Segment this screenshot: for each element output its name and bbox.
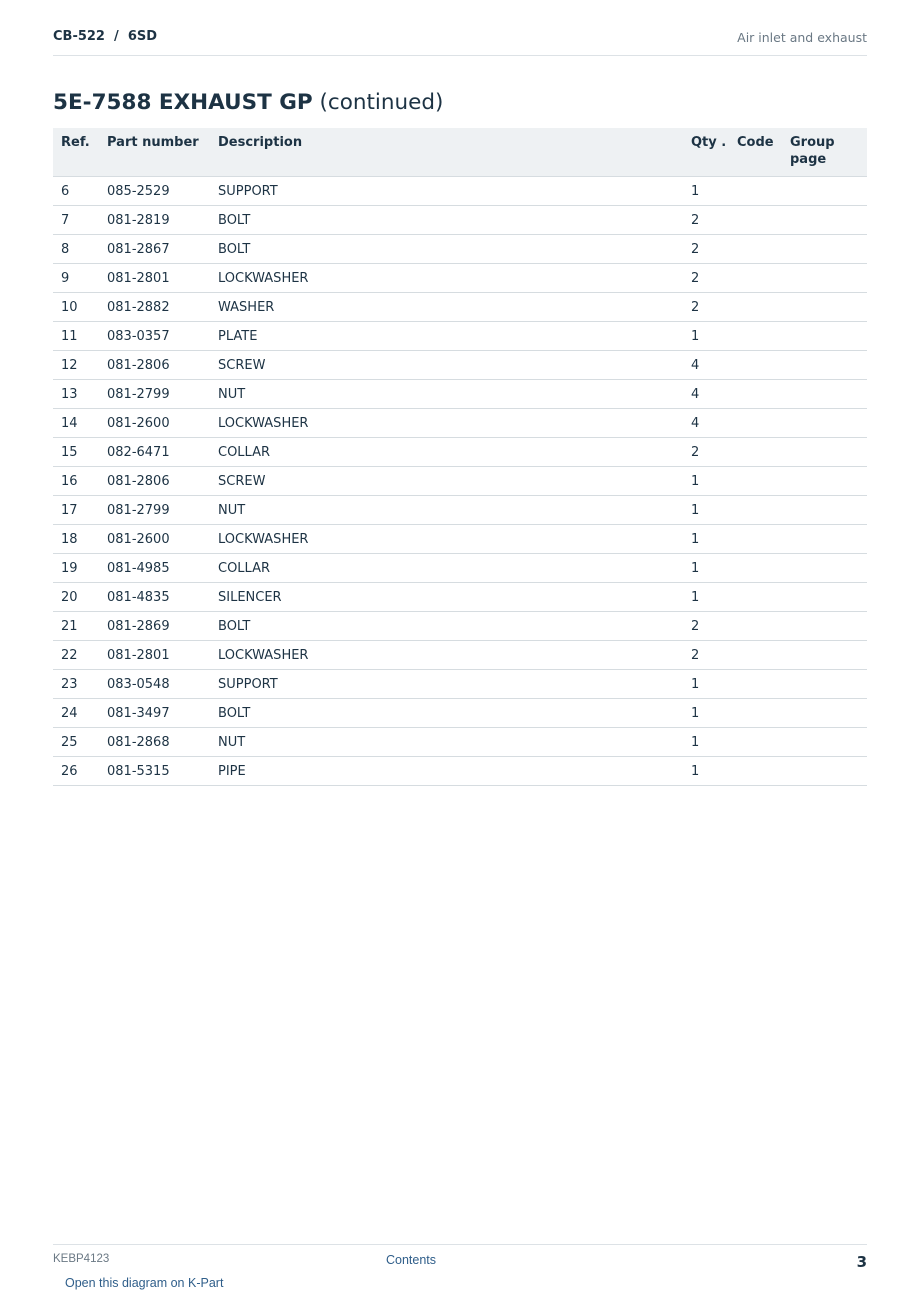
ref-cell: 26 xyxy=(53,757,99,786)
ref-cell: 21 xyxy=(53,612,99,641)
part-number-cell: 081-2819 xyxy=(99,206,210,235)
part-number-cell: 083-0548 xyxy=(99,670,210,699)
description-cell: PIPE xyxy=(210,757,683,786)
group-page-cell xyxy=(782,206,867,235)
description-cell: BOLT xyxy=(210,206,683,235)
qty-cell: 1 xyxy=(683,322,729,351)
group-page-cell xyxy=(782,612,867,641)
part-number-cell: 081-2600 xyxy=(99,409,210,438)
ref-cell: 6 xyxy=(53,177,99,206)
code-cell xyxy=(729,409,782,438)
document-id: KEBP4123 xyxy=(53,1253,110,1265)
group-page-cell xyxy=(782,525,867,554)
column-header-ref: Ref. xyxy=(53,128,99,177)
part-number-cell: 081-5315 xyxy=(99,757,210,786)
table-row xyxy=(53,670,867,699)
part-number-cell: 081-2806 xyxy=(99,467,210,496)
description-cell: BOLT xyxy=(210,235,683,264)
group-title: 5E-7588 EXHAUST GP xyxy=(53,90,313,115)
code-cell xyxy=(729,699,782,728)
table-row xyxy=(53,641,867,670)
code-cell xyxy=(729,177,782,206)
qty-cell: 2 xyxy=(683,612,729,641)
ref-cell: 7 xyxy=(53,206,99,235)
page-number: 3 xyxy=(856,1253,867,1271)
ref-cell: 20 xyxy=(53,583,99,612)
table-row xyxy=(53,728,867,757)
table-row xyxy=(53,235,867,264)
contents-link[interactable]: Contents xyxy=(386,1253,437,1267)
column-header-description: Description xyxy=(210,128,683,177)
description-cell: SILENCER xyxy=(210,583,683,612)
part-number-cell: 081-2801 xyxy=(99,264,210,293)
qty-cell: 4 xyxy=(683,409,729,438)
table-row xyxy=(53,264,867,293)
qty-cell: 2 xyxy=(683,438,729,467)
model-label: CB-522 / 6SD xyxy=(53,29,158,44)
description-cell: NUT xyxy=(210,496,683,525)
table-row xyxy=(53,380,867,409)
description-cell: COLLAR xyxy=(210,554,683,583)
part-number-cell: 081-2868 xyxy=(99,728,210,757)
qty-cell: 4 xyxy=(683,380,729,409)
ref-cell: 23 xyxy=(53,670,99,699)
ref-cell: 14 xyxy=(53,409,99,438)
code-cell xyxy=(729,583,782,612)
qty-cell: 1 xyxy=(683,670,729,699)
group-page-cell xyxy=(782,670,867,699)
qty-cell: 2 xyxy=(683,235,729,264)
qty-cell: 1 xyxy=(683,728,729,757)
description-cell: SUPPORT xyxy=(210,177,683,206)
table-header-row xyxy=(53,128,867,177)
column-header-qty: Qty . xyxy=(683,128,729,177)
group-page-cell xyxy=(782,177,867,206)
ref-cell: 22 xyxy=(53,641,99,670)
part-number-cell: 081-4835 xyxy=(99,583,210,612)
code-cell xyxy=(729,670,782,699)
ref-cell: 13 xyxy=(53,380,99,409)
title-suffix: (continued) xyxy=(319,90,444,115)
group-page-cell xyxy=(782,438,867,467)
description-cell: WASHER xyxy=(210,293,683,322)
ref-cell: 24 xyxy=(53,699,99,728)
ref-cell: 9 xyxy=(53,264,99,293)
description-cell: PLATE xyxy=(210,322,683,351)
ref-cell: 12 xyxy=(53,351,99,380)
ref-cell: 19 xyxy=(53,554,99,583)
group-page-cell xyxy=(782,322,867,351)
code-cell xyxy=(729,525,782,554)
table-row xyxy=(53,409,867,438)
ref-cell: 8 xyxy=(53,235,99,264)
qty-cell: 1 xyxy=(683,757,729,786)
code-cell xyxy=(729,554,782,583)
code-cell xyxy=(729,235,782,264)
description-cell: NUT xyxy=(210,728,683,757)
table-row xyxy=(53,757,867,786)
table-row xyxy=(53,177,867,206)
description-cell: COLLAR xyxy=(210,438,683,467)
group-page-cell xyxy=(782,554,867,583)
part-number-cell: 081-2600 xyxy=(99,525,210,554)
code-cell xyxy=(729,264,782,293)
table-row xyxy=(53,467,867,496)
code-cell xyxy=(729,322,782,351)
table-row xyxy=(53,351,867,380)
table-row xyxy=(53,438,867,467)
ref-cell: 18 xyxy=(53,525,99,554)
qty-cell: 2 xyxy=(683,206,729,235)
description-cell: BOLT xyxy=(210,612,683,641)
group-page-cell xyxy=(782,757,867,786)
qty-cell: 1 xyxy=(683,467,729,496)
ref-cell: 15 xyxy=(53,438,99,467)
qty-cell: 1 xyxy=(683,583,729,612)
qty-cell: 2 xyxy=(683,264,729,293)
column-header-code: Code xyxy=(729,128,782,177)
column-header-part-number: Part number xyxy=(99,128,210,177)
page-title xyxy=(53,90,443,115)
part-number-cell: 081-2882 xyxy=(99,293,210,322)
code-cell xyxy=(729,757,782,786)
part-number-cell: 081-2799 xyxy=(99,380,210,409)
group-page-cell xyxy=(782,699,867,728)
table-row xyxy=(53,293,867,322)
group-page-cell xyxy=(782,467,867,496)
table-row xyxy=(53,583,867,612)
ref-cell: 17 xyxy=(53,496,99,525)
part-number-cell: 081-2799 xyxy=(99,496,210,525)
description-cell: LOCKWASHER xyxy=(210,264,683,293)
column-header-group-page: Group page xyxy=(782,128,867,177)
part-number-cell: 081-3497 xyxy=(99,699,210,728)
description-cell: SUPPORT xyxy=(210,670,683,699)
code-cell xyxy=(729,612,782,641)
table-row xyxy=(53,699,867,728)
qty-cell: 1 xyxy=(683,177,729,206)
table-row xyxy=(53,496,867,525)
table-row xyxy=(53,322,867,351)
part-number-cell: 085-2529 xyxy=(99,177,210,206)
table-row xyxy=(53,206,867,235)
description-cell: SCREW xyxy=(210,467,683,496)
code-cell xyxy=(729,293,782,322)
parts-table xyxy=(53,128,867,786)
table-row xyxy=(53,525,867,554)
qty-cell: 4 xyxy=(683,351,729,380)
ref-cell: 10 xyxy=(53,293,99,322)
page-footer xyxy=(53,1244,867,1271)
code-cell xyxy=(729,641,782,670)
group-page-cell xyxy=(782,293,867,322)
part-number-cell: 081-2806 xyxy=(99,351,210,380)
group-page-cell xyxy=(782,351,867,380)
group-page-cell xyxy=(782,583,867,612)
section-label: Air inlet and exhaust xyxy=(737,30,867,45)
description-cell: LOCKWASHER xyxy=(210,409,683,438)
page-header xyxy=(53,28,867,56)
ref-cell: 25 xyxy=(53,728,99,757)
kpart-link[interactable]: Open this diagram on K-Part xyxy=(65,1276,224,1290)
qty-cell: 1 xyxy=(683,554,729,583)
code-cell xyxy=(729,467,782,496)
part-number-cell: 082-6471 xyxy=(99,438,210,467)
table-row xyxy=(53,612,867,641)
part-number-cell: 083-0357 xyxy=(99,322,210,351)
code-cell xyxy=(729,438,782,467)
part-number-cell: 081-2867 xyxy=(99,235,210,264)
part-number-cell: 081-4985 xyxy=(99,554,210,583)
code-cell xyxy=(729,728,782,757)
part-number-cell: 081-2869 xyxy=(99,612,210,641)
group-page-cell xyxy=(782,380,867,409)
group-page-cell xyxy=(782,264,867,293)
description-cell: BOLT xyxy=(210,699,683,728)
description-cell: NUT xyxy=(210,380,683,409)
qty-cell: 1 xyxy=(683,525,729,554)
group-page-cell xyxy=(782,641,867,670)
code-cell xyxy=(729,351,782,380)
description-cell: LOCKWASHER xyxy=(210,641,683,670)
qty-cell: 1 xyxy=(683,496,729,525)
ref-cell: 11 xyxy=(53,322,99,351)
qty-cell: 2 xyxy=(683,293,729,322)
ref-cell: 16 xyxy=(53,467,99,496)
code-cell xyxy=(729,206,782,235)
group-page-cell xyxy=(782,496,867,525)
code-cell xyxy=(729,496,782,525)
description-cell: SCREW xyxy=(210,351,683,380)
code-cell xyxy=(729,380,782,409)
description-cell: LOCKWASHER xyxy=(210,525,683,554)
qty-cell: 2 xyxy=(683,641,729,670)
part-number-cell: 081-2801 xyxy=(99,641,210,670)
group-page-cell xyxy=(782,409,867,438)
qty-cell: 1 xyxy=(683,699,729,728)
table-row xyxy=(53,554,867,583)
group-page-cell xyxy=(782,728,867,757)
group-page-cell xyxy=(782,235,867,264)
